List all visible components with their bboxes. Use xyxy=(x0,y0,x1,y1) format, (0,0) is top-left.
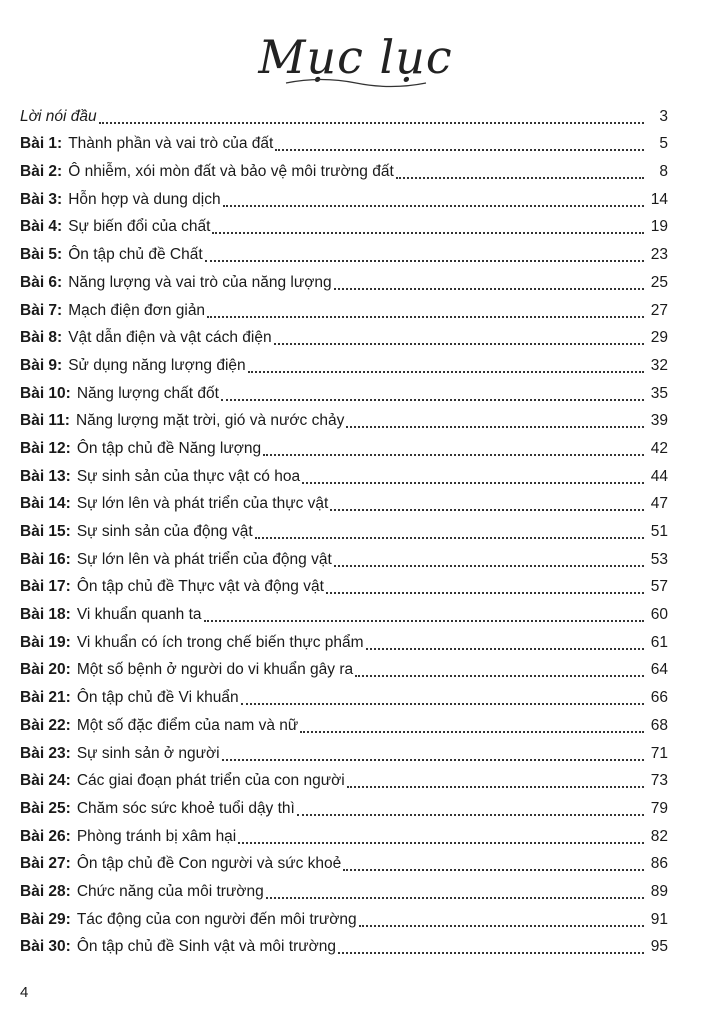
toc-entry-number: Bài 23: xyxy=(20,744,71,762)
toc-entry-title: Sự biến đổi của chất xyxy=(68,218,211,236)
toc-entry-number: Bài 18: xyxy=(20,606,71,624)
toc-leader-dots xyxy=(241,689,644,705)
toc-entry[interactable] xyxy=(20,625,668,653)
toc-entry-page: 71 xyxy=(650,744,668,762)
toc-entry[interactable] xyxy=(20,874,668,902)
toc-leader-dots xyxy=(266,883,644,899)
toc-leader-dots xyxy=(338,938,644,954)
toc-entry[interactable] xyxy=(20,404,668,432)
page-title xyxy=(0,30,711,88)
toc-leader-dots xyxy=(238,828,644,844)
toc-entry-title: Vật dẫn điện và vật cách điện xyxy=(68,329,272,347)
toc-entry-page: 5 xyxy=(659,135,668,153)
toc-entry-title: Năng lượng và vai trò của năng lượng xyxy=(68,273,332,291)
toc-entry-page: 60 xyxy=(650,606,668,624)
toc-entry-number: Bài 28: xyxy=(20,882,71,900)
toc-entry-title: Thành phần và vai trò của đất xyxy=(68,135,274,153)
toc-entry-page: 68 xyxy=(650,716,668,734)
toc-entry-number: Bài 29: xyxy=(20,910,71,928)
toc-entry-page: 32 xyxy=(650,356,668,374)
toc-entry-number: Bài 21: xyxy=(20,689,71,707)
page-number: 4 xyxy=(20,984,29,1001)
toc-entry[interactable] xyxy=(20,542,668,570)
toc-entry-number: Bài 30: xyxy=(20,938,71,956)
toc-entry-page: 23 xyxy=(650,246,668,264)
toc-entry[interactable] xyxy=(20,348,668,376)
toc-entry-page: 66 xyxy=(650,689,668,707)
toc-entry-number: Bài 1: xyxy=(20,135,63,153)
toc-leader-dots xyxy=(99,108,644,124)
toc-leader-dots xyxy=(334,274,644,290)
toc-entry-title: Sự sinh sản của động vật xyxy=(76,523,253,540)
toc-entry-number: Bài 11: xyxy=(20,412,70,430)
toc-entry-number: Bài 25: xyxy=(20,799,71,817)
toc-entry-number: Bài 5: xyxy=(20,246,63,264)
toc-leader-dots xyxy=(347,772,644,788)
toc-entry-number: Bài 4: xyxy=(20,218,63,236)
toc-leader-dots xyxy=(248,357,644,373)
toc-entry-number: Bài 22: xyxy=(20,716,71,734)
toc-leader-dots xyxy=(334,551,644,567)
toc-leader-dots xyxy=(207,302,644,318)
toc-entry-page: 86 xyxy=(650,855,668,873)
toc-entry-page: 95 xyxy=(650,938,668,956)
toc-entry-title: Vi khuẩn quanh ta xyxy=(76,606,202,624)
page-title-text: Mục lục xyxy=(258,30,453,84)
toc-leader-dots xyxy=(346,412,644,428)
toc-entry-number: Bài 10: xyxy=(20,384,71,402)
toc-entry-page: 57 xyxy=(650,578,668,596)
toc-entry-title: Hỗn hợp và dung dịch xyxy=(68,190,221,208)
toc-entry-title: Sự sinh sản ở người xyxy=(76,744,220,762)
toc-entry[interactable] xyxy=(20,293,668,321)
toc-leader-dots xyxy=(297,800,644,816)
toc-entry-page: 35 xyxy=(650,384,668,402)
toc-entry-page: 39 xyxy=(650,412,668,430)
toc-entry-number: Bài 17: xyxy=(20,578,71,596)
toc-entry-number: Bài 15: xyxy=(20,523,71,540)
toc-leader-dots xyxy=(300,717,644,733)
toc-entry-title: Ôn tập chủ đề Chất xyxy=(68,246,203,264)
toc-entry-number: Bài 7: xyxy=(20,301,63,319)
toc-entry-title: Sự lớn lên và phát triển của thực vật xyxy=(76,495,329,513)
toc-entry[interactable] xyxy=(20,736,668,764)
toc-entry-title: Ôn tập chủ đề Thực vật và động vật xyxy=(76,578,324,596)
toc-entry-page: 29 xyxy=(650,329,668,347)
toc-entry[interactable] xyxy=(20,431,668,459)
toc-entry-title: Sử dụng năng lượng điện xyxy=(68,356,246,374)
toc-entry-number: Bài 24: xyxy=(20,772,71,790)
toc-entry-number: Bài 13: xyxy=(20,467,71,485)
toc-entry-page: 89 xyxy=(650,882,668,900)
toc-entry-number: Bài 8: xyxy=(20,329,63,347)
toc-entry-page: 91 xyxy=(650,910,668,928)
toc-entry-number: Bài 19: xyxy=(20,633,71,651)
toc-entry-number: Bài 9: xyxy=(20,356,63,374)
toc-entry[interactable] xyxy=(20,847,668,875)
table-of-contents xyxy=(20,99,668,957)
toc-entry-number: Bài 20: xyxy=(20,661,71,679)
toc-entry-title: Một số đặc điểm của nam và nữ xyxy=(76,716,299,734)
toc-entry-page: 79 xyxy=(650,799,668,817)
toc-entry-number: Bài 6: xyxy=(20,273,63,291)
toc-entry[interactable] xyxy=(20,265,668,293)
toc-leader-dots xyxy=(204,606,644,622)
toc-leader-dots xyxy=(274,329,644,345)
toc-entry[interactable] xyxy=(20,680,668,708)
toc-entry[interactable] xyxy=(20,819,668,847)
toc-entry[interactable] xyxy=(20,514,668,542)
toc-entry-title: Ôn tập chủ đề Vi khuẩn xyxy=(76,689,239,707)
toc-leader-dots xyxy=(343,855,644,871)
toc-leader-dots xyxy=(302,468,644,484)
toc-entry-page: 8 xyxy=(659,163,668,181)
toc-entry-number: Bài 26: xyxy=(20,827,71,845)
toc-leader-dots xyxy=(396,163,644,179)
toc-leader-dots xyxy=(263,440,644,456)
toc-entry[interactable] xyxy=(20,791,668,819)
toc-entry[interactable] xyxy=(20,182,668,210)
toc-entry-title: Lời nói đầu xyxy=(20,107,97,125)
toc-leader-dots xyxy=(255,523,644,539)
toc-leader-dots xyxy=(222,745,644,761)
toc-leader-dots xyxy=(223,191,644,207)
toc-entry-page: 73 xyxy=(650,772,668,790)
toc-entry-title: Phòng tránh bị xâm hại xyxy=(76,827,237,845)
toc-entry-intro[interactable] xyxy=(20,99,668,127)
toc-entry-page: 61 xyxy=(650,633,668,651)
toc-entry-title: Năng lượng chất đốt xyxy=(76,384,219,402)
toc-entry-number: Bài 12: xyxy=(20,439,71,457)
toc-entry-page: 3 xyxy=(659,107,668,125)
toc-entry-title: Mạch điện đơn giản xyxy=(68,301,206,319)
toc-entry-title: Năng lượng mặt trời, gió và nước chảy xyxy=(75,412,345,430)
toc-entry[interactable] xyxy=(20,487,668,515)
toc-leader-dots xyxy=(205,246,644,262)
toc-entry-page: 44 xyxy=(650,467,668,485)
toc-entry-page: 27 xyxy=(650,301,668,319)
toc-entry-number: Bài 14: xyxy=(20,495,71,513)
toc-entry[interactable] xyxy=(20,902,668,930)
toc-entry-title: Sự sinh sản của thực vật có hoa xyxy=(76,467,301,485)
toc-entry-number: Bài 16: xyxy=(20,550,71,568)
toc-leader-dots xyxy=(221,385,644,401)
toc-entry-page: 14 xyxy=(650,190,668,208)
toc-entry[interactable] xyxy=(20,653,668,681)
toc-entry-number: Bài 3: xyxy=(20,190,63,208)
toc-entry-title: Một số bệnh ở người do vi khuẩn gây ra xyxy=(76,661,354,679)
toc-entry[interactable] xyxy=(20,376,668,404)
toc-entry-number: Bài 2: xyxy=(20,163,63,181)
toc-entry-number: Bài 27: xyxy=(20,855,71,873)
toc-entry-page: 42 xyxy=(650,439,668,457)
toc-entry[interactable] xyxy=(20,210,668,238)
toc-entry[interactable] xyxy=(20,154,668,182)
toc-entry-page: 47 xyxy=(650,495,668,513)
toc-entry-title: Ôn tập chủ đề Năng lượng xyxy=(76,439,262,457)
toc-leader-dots xyxy=(359,911,644,927)
toc-entry[interactable] xyxy=(20,930,668,958)
toc-entry-page: 82 xyxy=(650,827,668,845)
toc-leader-dots xyxy=(366,634,644,650)
toc-entry-title: Sự lớn lên và phát triển của động vật xyxy=(76,550,332,568)
toc-entry-title: Ôn tập chủ đề Sinh vật và môi trường xyxy=(76,938,337,956)
toc-leader-dots xyxy=(275,135,644,151)
toc-entry-title: Chăm sóc sức khoẻ tuổi dậy thì xyxy=(76,799,295,817)
toc-entry-title: Chức năng của môi trường xyxy=(76,882,264,900)
toc-leader-dots xyxy=(326,578,644,594)
toc-entry[interactable] xyxy=(20,321,668,349)
toc-entry[interactable] xyxy=(20,459,668,487)
toc-entry[interactable] xyxy=(20,597,668,625)
toc-entry-page: 25 xyxy=(650,273,668,291)
toc-entry-title: Tác động của con người đến môi trường xyxy=(76,910,357,928)
toc-leader-dots xyxy=(330,495,644,511)
toc-leader-dots xyxy=(212,218,644,234)
toc-entry-title: Ôn tập chủ đề Con người và sức khoẻ xyxy=(76,855,342,873)
toc-entry-title: Các giai đoạn phát triển của con người xyxy=(76,772,345,790)
toc-entry[interactable] xyxy=(20,708,668,736)
toc-entry-title: Ô nhiễm, xói mòn đất và bảo vệ môi trường đất xyxy=(68,163,394,181)
toc-entry-page: 64 xyxy=(650,661,668,679)
toc-entry-title: Vi khuẩn có ích trong chế biến thực phẩm xyxy=(76,633,364,651)
toc-entry-page: 53 xyxy=(650,550,668,568)
toc-entry[interactable] xyxy=(20,127,668,155)
toc-leader-dots xyxy=(355,661,644,677)
toc-entry[interactable] xyxy=(20,764,668,792)
toc-entry[interactable] xyxy=(20,570,668,598)
toc-entry-page: 19 xyxy=(650,218,668,236)
toc-entry[interactable] xyxy=(20,237,668,265)
toc-entry-page: 51 xyxy=(650,523,668,540)
